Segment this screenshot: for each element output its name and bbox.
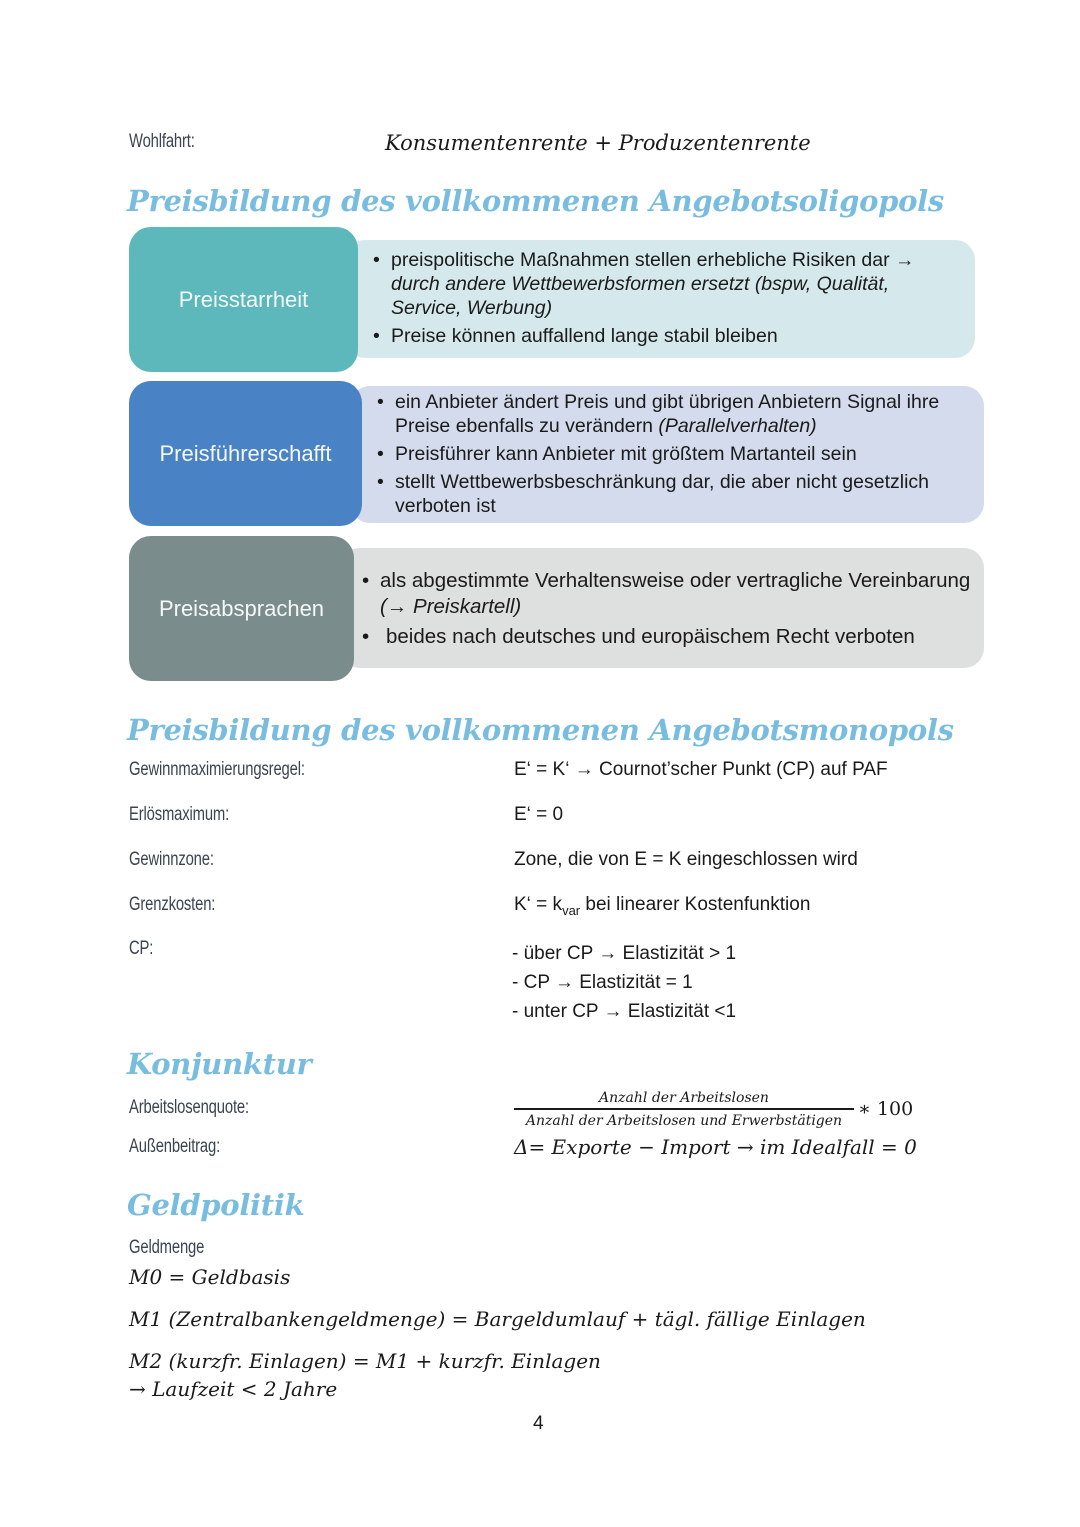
m2-formula: M2 (kurzfr. Einlagen) = M1 + kurzfr. Einlagen bbox=[129, 1349, 601, 1373]
gewinnmax-label: Gewinnmaximierungsregel: bbox=[129, 759, 305, 780]
preisabsprachen-details bbox=[340, 548, 984, 668]
arbeitslosenquote-label: Arbeitslosenquote: bbox=[129, 1097, 249, 1118]
fraction-numerator: Anzahl der Arbeitslosen bbox=[599, 1090, 769, 1106]
erloesmax-value: E‘ = 0 bbox=[514, 804, 564, 825]
page-number: 4 bbox=[533, 1413, 544, 1434]
gewinnmax-value: E‘ = K‘ → Cournot’scher Punkt (CP) auf PAF bbox=[514, 759, 888, 780]
preisstarrheit-details bbox=[345, 240, 975, 358]
preisabsprachen-title: Preisabsprachen bbox=[158, 595, 325, 621]
geldpolitik-heading: Geldpolitik bbox=[127, 1188, 305, 1222]
list-item: • ein Anbieter ändert Preis und gibt übrigen Anbietern Signal ihre Preise ebenfalls zu verändern (Parallelverhalten) bbox=[377, 390, 972, 438]
m0-formula: M0 = Geldbasis bbox=[129, 1265, 291, 1289]
konjunktur-heading: Konjunktur bbox=[127, 1047, 312, 1081]
m1-formula: M1 (Zentralbankengeldmenge) = Bargeldumlauf + tägl. fällige Einlagen bbox=[129, 1307, 866, 1331]
grenzkosten-value: K‘ = $k_{var}$ bei linearer Kostenfunktion bbox=[514, 894, 811, 918]
list-item: • stellt Wettbewerbsbeschränkung dar, die aber nicht gesetzlich verboten ist bbox=[377, 470, 972, 518]
wohlfahrt-label: Wohlfahrt: bbox=[129, 131, 195, 152]
list-item: • als abgestimmte Verhaltensweise oder vertragliche Vereinbarung (→ Preiskartell) bbox=[362, 568, 972, 620]
aussenbeitrag-label: Außenbeitrag: bbox=[129, 1136, 221, 1157]
list-item: • beides nach deutsches und europäischem Recht verboten bbox=[362, 624, 972, 650]
cp-line: - unter CP → Elastizität <1 bbox=[512, 1001, 737, 1022]
oligopol-heading: Preisbildung des vollkommenen Angebotsoligopols bbox=[127, 184, 944, 218]
wohlfahrt-formula: Konsumentenrente + Produzentenrente bbox=[385, 131, 811, 155]
grenzkosten-label: Grenzkosten: bbox=[129, 894, 216, 915]
cp-values bbox=[512, 939, 736, 1026]
preisfuehrerschaft-box bbox=[129, 381, 362, 526]
geldmenge-label: Geldmenge bbox=[129, 1237, 205, 1258]
fraction-factor: ∗ 100 bbox=[858, 1098, 914, 1120]
erloesmax-label: Erlösmaximum: bbox=[129, 804, 230, 825]
aussenbeitrag-formula: Δ= Exporte − Import → im Idealfall = 0 bbox=[514, 1135, 917, 1159]
gewinnzone-value: Zone, die von E = K eingeschlossen wird bbox=[514, 849, 858, 870]
gewinnzone-label: Gewinnzone: bbox=[129, 849, 214, 870]
preisabsprachen-box bbox=[129, 536, 354, 681]
preisstarrheit-title: Preisstarrheit bbox=[178, 286, 309, 312]
list-item: • Preisführer kann Anbieter mit größtem Martanteil sein bbox=[377, 442, 972, 466]
cp-line: - über CP → Elastizität > 1 bbox=[512, 943, 737, 964]
list-item: • preispolitische Maßnahmen stellen erhebliche Risiken dar → durch andere Wettbewerbsformen ersetzt (bspw, Qualität, Service, Werbung) bbox=[373, 248, 963, 320]
cp-label: CP: bbox=[129, 938, 154, 959]
list-item: • Preise können auffallend lange stabil bleiben bbox=[373, 324, 963, 348]
preisstarrheit-box bbox=[129, 227, 358, 372]
fraction-bar bbox=[514, 1108, 854, 1110]
cp-line: - CP → Elastizität = 1 bbox=[512, 972, 693, 993]
monopol-heading: Preisbildung des vollkommenen Angebotsmonopols bbox=[127, 713, 954, 747]
preisfuehrerschaft-title: Preisführerschafft bbox=[159, 440, 332, 466]
fraction-denominator: Anzahl der Arbeitslosen und Erwerbstätigen bbox=[525, 1113, 843, 1129]
preisfuehrerschaft-details bbox=[350, 386, 984, 523]
m2-note: → Laufzeit < 2 Jahre bbox=[129, 1377, 338, 1401]
